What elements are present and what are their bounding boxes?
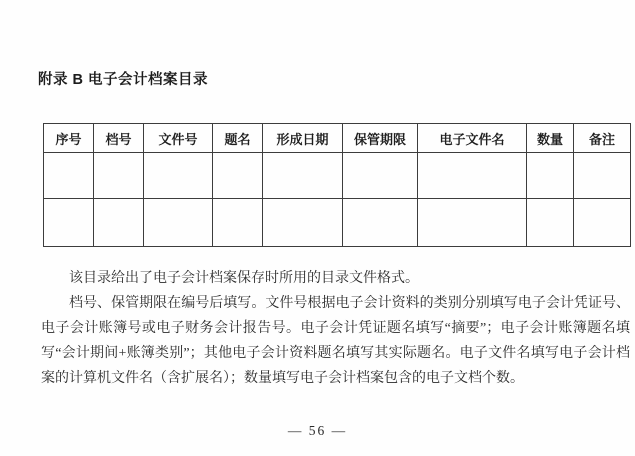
empty-cell	[44, 199, 94, 247]
empty-cell	[527, 153, 574, 199]
appendix-title: 附录 B 电子会计档案目录	[38, 72, 209, 88]
header-title: 题名	[213, 124, 263, 153]
empty-cell	[144, 153, 213, 199]
empty-cell	[263, 199, 343, 247]
header-remarks: 备注	[574, 124, 631, 153]
empty-cell	[213, 199, 263, 247]
empty-cell	[527, 199, 574, 247]
table-row	[44, 153, 631, 199]
empty-cell	[343, 153, 418, 199]
empty-cell	[213, 153, 263, 199]
header-document-number: 文件号	[144, 124, 213, 153]
header-archive-number: 档号	[94, 124, 144, 153]
archive-directory-table	[43, 123, 631, 247]
header-formation-date: 形成日期	[263, 124, 343, 153]
header-electronic-filename: 电子文件名	[418, 124, 527, 153]
empty-cell	[574, 199, 631, 247]
header-quantity: 数量	[527, 124, 574, 153]
empty-cell	[94, 153, 144, 199]
empty-cell	[418, 199, 527, 247]
table-row	[44, 199, 631, 247]
empty-cell	[343, 199, 418, 247]
empty-cell	[144, 199, 213, 247]
empty-cell	[44, 153, 94, 199]
table-header-row	[44, 124, 631, 153]
empty-cell	[94, 199, 144, 247]
empty-cell	[574, 153, 631, 199]
header-serial-number: 序号	[44, 124, 94, 153]
header-retention-period: 保管期限	[343, 124, 418, 153]
paragraph-directory-format-note: 该目录给出了电子会计档案保存时所用的目录文件格式。	[69, 271, 419, 286]
empty-cell	[263, 153, 343, 199]
paragraph-filling-instructions: 档号、保管期限在编号后填写。文件号根据电子会计资料的类别分别填写电子会计凭证号、电子会计账簿号或电子财务会计报告号。电子会计凭证题名填写“摘要”；电子会计账簿题名填写“会计期间+账簿类别”；其他电子会计资料题名填写其实际题名。电子文件名填写电子会计档案的计算机文件名（含扩展名）；数量填写电子会计档案包含的电子文档个数。	[41, 296, 630, 386]
page-number: — 56 —	[287, 423, 348, 438]
empty-cell	[418, 153, 527, 199]
